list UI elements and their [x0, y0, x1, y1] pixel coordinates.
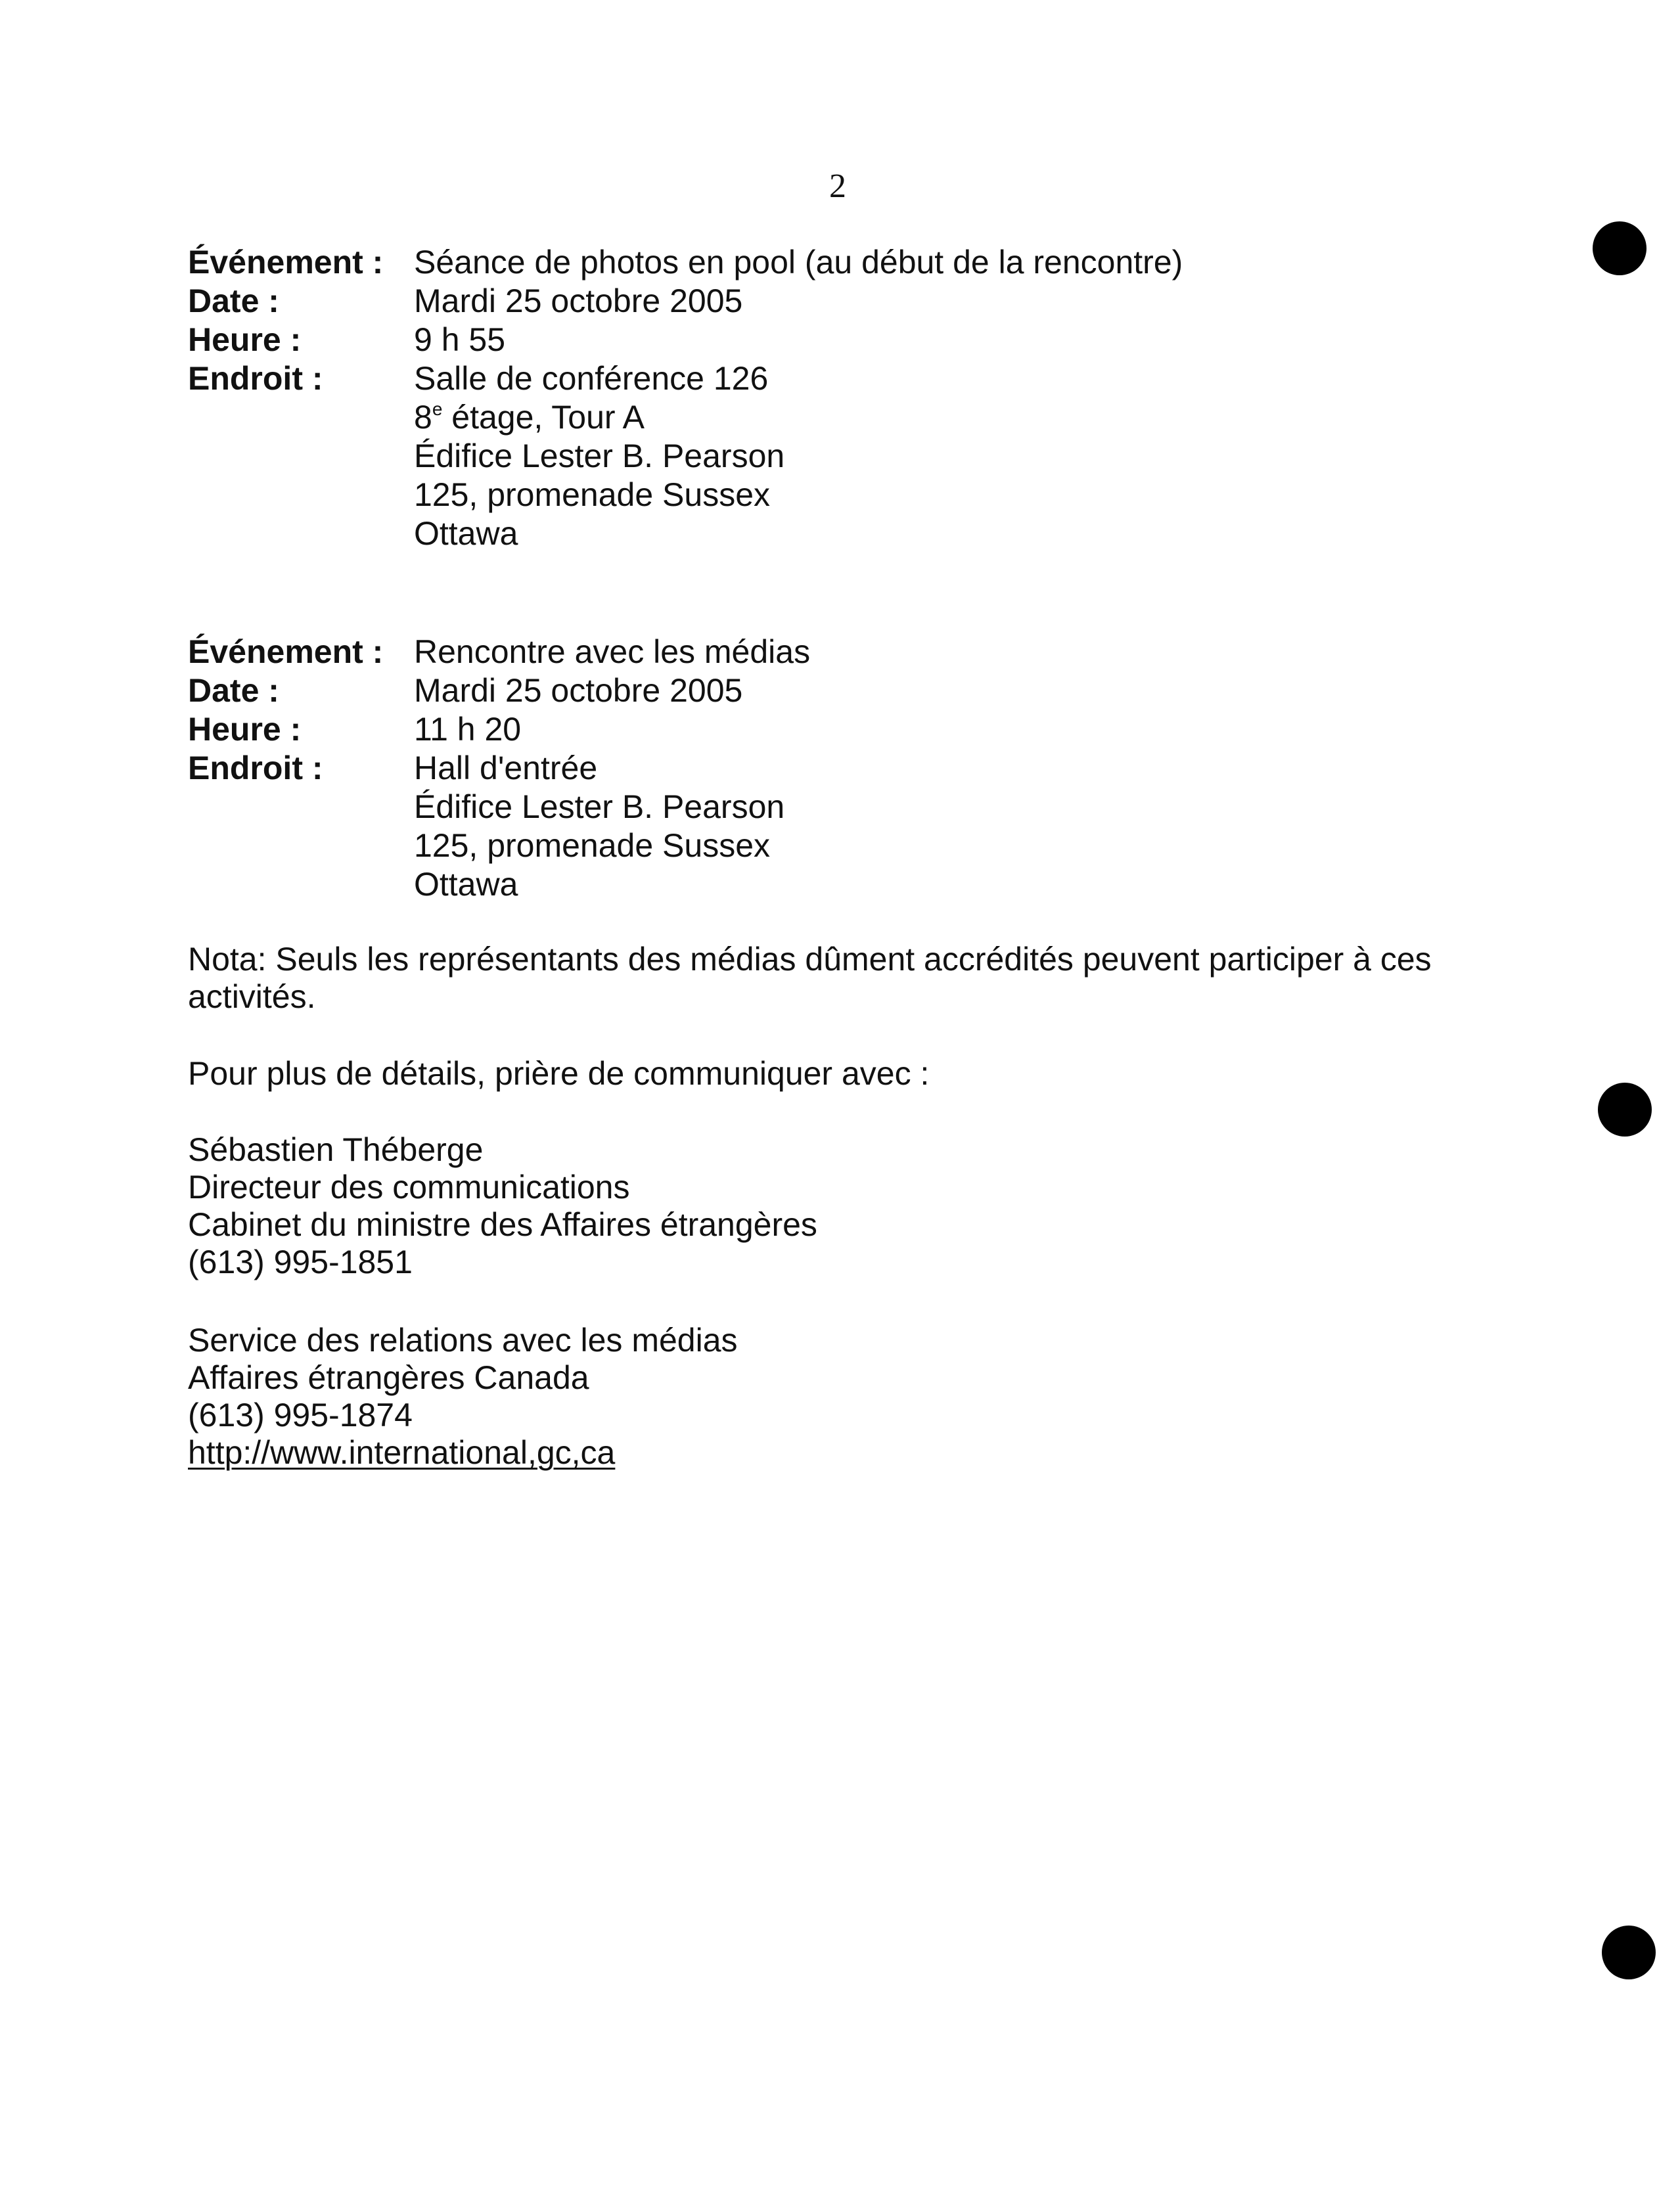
place-row — [188, 359, 1183, 398]
time-row — [188, 321, 1183, 359]
contact-1 — [188, 1131, 817, 1281]
contact-phone: (613) 995-1874 — [188, 1397, 413, 1433]
place-line — [188, 398, 1183, 437]
place-row — [188, 749, 810, 788]
time-value: 9 h 55 — [414, 321, 506, 358]
place-line: 125, promenade Sussex — [414, 476, 771, 513]
nota-block — [188, 941, 1489, 1016]
date-label: Date : — [188, 672, 279, 709]
place-label: Endroit : — [188, 360, 323, 397]
event-block-2 — [188, 633, 810, 904]
contact-intro-block — [188, 1055, 929, 1093]
place-line: Édifice Lester B. Pearson — [414, 438, 785, 474]
date-value: Mardi 25 octobre 2005 — [414, 282, 743, 319]
floor-rest: étage, Tour A — [442, 399, 645, 436]
page-number: 2 — [829, 168, 846, 205]
contact-service: Service des relations avec les médias — [188, 1322, 738, 1359]
nota-text: Nota: Seuls les représentants des médias dûment accrédités peuvent participer à ces activités. — [188, 941, 1432, 1015]
date-label: Date : — [188, 282, 279, 319]
event-label: Événement : — [188, 633, 384, 670]
event-value: Rencontre avec les médias — [414, 633, 811, 670]
contact-intro: Pour plus de détails, prière de communiquer avec : — [188, 1055, 930, 1092]
floor-number: 8 — [414, 399, 432, 436]
contact-department: Affaires étrangères Canada — [188, 1359, 589, 1396]
contact-title: Directeur des communications — [188, 1169, 630, 1206]
contact-phone: (613) 995-1851 — [188, 1244, 413, 1280]
place-line: Ottawa — [414, 866, 518, 903]
place-line: Salle de conférence 126 — [414, 360, 769, 397]
punch-hole — [1593, 221, 1646, 275]
event-row — [188, 633, 810, 671]
contact-name: Sébastien Théberge — [188, 1131, 484, 1168]
date-row — [188, 671, 810, 710]
event-value: Séance de photos en pool (au début de la rencontre) — [414, 244, 1183, 281]
place-line: 125, promenade Sussex — [414, 827, 771, 864]
floor-superscript: e — [432, 399, 443, 419]
date-value: Mardi 25 octobre 2005 — [414, 672, 743, 709]
time-label: Heure : — [188, 321, 302, 358]
time-label: Heure : — [188, 711, 302, 748]
place-line: Édifice Lester B. Pearson — [414, 788, 785, 825]
event-row — [188, 243, 1183, 282]
time-row — [188, 710, 810, 749]
date-row — [188, 282, 1183, 321]
website-link[interactable]: http://www.international,gc,ca — [188, 1434, 616, 1471]
time-value: 11 h 20 — [414, 711, 522, 748]
punch-hole — [1602, 1926, 1656, 1979]
event-label: Événement : — [188, 244, 384, 281]
place-line: Ottawa — [414, 515, 518, 552]
contact-office: Cabinet du ministre des Affaires étrangères — [188, 1206, 817, 1243]
place-label: Endroit : — [188, 750, 323, 786]
punch-hole — [1598, 1083, 1652, 1137]
contact-2 — [188, 1322, 738, 1472]
event-block-1 — [188, 243, 1183, 553]
place-line: Hall d'entrée — [414, 750, 598, 786]
